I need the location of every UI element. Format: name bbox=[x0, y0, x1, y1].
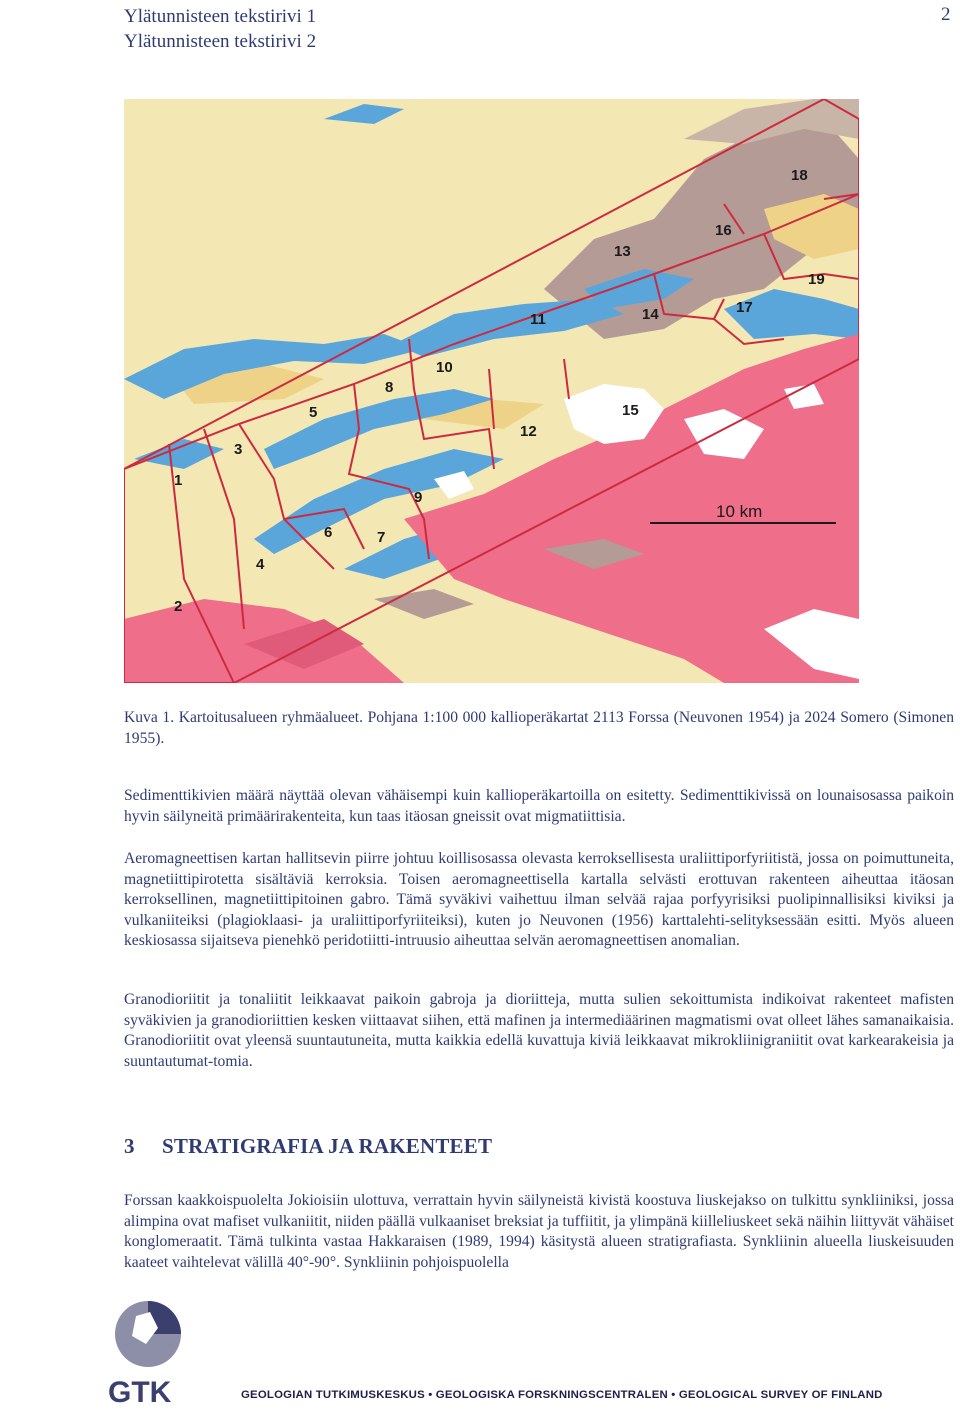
header-line-1: Ylätunnisteen tekstirivi 1 bbox=[124, 6, 317, 27]
region-label: 1 bbox=[174, 472, 183, 489]
footer-organization: GEOLOGIAN TUTKIMUSKESKUS • GEOLOGISKA FORSKNINGSCENTRALEN • GEOLOGICAL SURVEY OF FINLAND bbox=[241, 1389, 883, 1401]
region-label: 8 bbox=[385, 379, 394, 396]
region-label: 17 bbox=[736, 299, 753, 316]
region-label: 4 bbox=[256, 556, 265, 573]
paragraph-stratigraphy: Forssan kaakkoispuolelta Jokioisiin ulottuva, verrattain hyvin säilyneistä kivistä koostuva liuskejakso on tulkittu synkliiniksi, jossa alimpina ovat mafiset vulkaniitit, niiden päällä vulkaaniset breksiat ja tuffiitit, ja ylimpänä kiilleliuskeet sekä näihin liittyvät vähäiset konglomeraatit. Tämä tulkinta vastaa Hakkaraisen (1989, 1994) käsitystä alueen stratigrafiasta. Synkliinin alueella liuskeisuuden kaateet vaihtelevat välillä 40°-90°. Synkliinin pohjoispuolella bbox=[124, 1192, 954, 1271]
page-number: 2 bbox=[941, 4, 951, 25]
section-heading bbox=[124, 1134, 492, 1159]
paragraph-aeromagnetic: Aeromagneettisen kartan hallitsevin piirre johtuu koillisosassa olevasta kerroksellisesta uraliittiporfyriitistä, jossa on poimuttuneita, magnetiittipirotetta sisältäviä kerroksia. Toisen aeromagneettisella kartalla selvästi erottuvan rakenteen aiheuttaa itäosan kerroksellinen, magnetiittipitoinen gabro. Tämä syväkivi vaihettuu ilman selvää rajaa porfyyrisiksi puolipinnallisiksi kiviksi ja vulkaniiteiksi (plagioklaasi- ja uraliittiporfyriiteiksi), kuten jo Neuvonen (1956) karttalehti-selityksessään esitti. Myös alueen keskiosassa sijaitseva pienehkö peridotiitti-intruusio aiheuttaa selvän aeromagneettisen anomalian. bbox=[124, 850, 954, 950]
region-label: 15 bbox=[622, 402, 639, 419]
region-label: 2 bbox=[174, 598, 183, 615]
region-label: 16 bbox=[715, 222, 732, 239]
region-label: 3 bbox=[234, 441, 243, 458]
region-label: 9 bbox=[414, 489, 423, 506]
page-header bbox=[124, 4, 316, 54]
section-number: 3 bbox=[124, 1134, 135, 1158]
gtk-logo bbox=[106, 1298, 186, 1408]
header-line-2: Ylätunnisteen tekstirivi 2 bbox=[124, 31, 317, 52]
region-label: 6 bbox=[324, 524, 333, 541]
region-label: 14 bbox=[642, 306, 659, 323]
geological-map bbox=[124, 99, 859, 683]
region-label: 13 bbox=[614, 243, 631, 260]
paragraph-granodiorite: Granodioriitit ja tonaliitit leikkaavat paikoin gabroja ja dioriitteja, mutta sulien sekoittumista indikoivat rakenteet mafisten syväkivien ja granodioriittien kesken viittaavat siihen, että mafinen ja intermediäärinen magmatismi ovat olleet lähes samanaikaisia. Granodioriitit ovat yleensä suuntautuneita, mutta kaikkia edellä kuvattuja kiviä leikkaavat mikrokliinigraniitit ovat karkearakeisia ja suuntautumat-tomia. bbox=[124, 991, 954, 1070]
region-label: 7 bbox=[377, 529, 386, 546]
figure-caption: Kuva 1. Kartoitusalueen ryhmäalueet. Pohjana 1:100 000 kallioperäkartat 2113 Forssa (Neuvonen 1954) ja 2024 Somero (Simonen 1955). bbox=[124, 709, 954, 747]
scale-label: 10 km bbox=[716, 502, 763, 521]
region-label: 10 bbox=[436, 359, 453, 376]
paragraph-sedimentary: Sedimenttikivien määrä näyttää olevan vähäisempi kuin kallioperäkartoilla on esitetty. Sedimenttikivissä on lounaisosassa paikoin hyvin säilyneitä primäärirakenteita, kun taas itäosan gneissit ovat migmatiittisia. bbox=[124, 787, 954, 825]
region-label: 19 bbox=[808, 271, 825, 288]
region-label: 5 bbox=[309, 404, 318, 421]
region-label: 11 bbox=[530, 311, 546, 328]
region-label: 18 bbox=[791, 167, 808, 184]
logo-text: GTK bbox=[108, 1376, 172, 1408]
section-title: STRATIGRAFIA JA RAKENTEET bbox=[162, 1134, 493, 1158]
region-label: 12 bbox=[520, 423, 537, 440]
gtk-logo-icon bbox=[106, 1298, 186, 1408]
